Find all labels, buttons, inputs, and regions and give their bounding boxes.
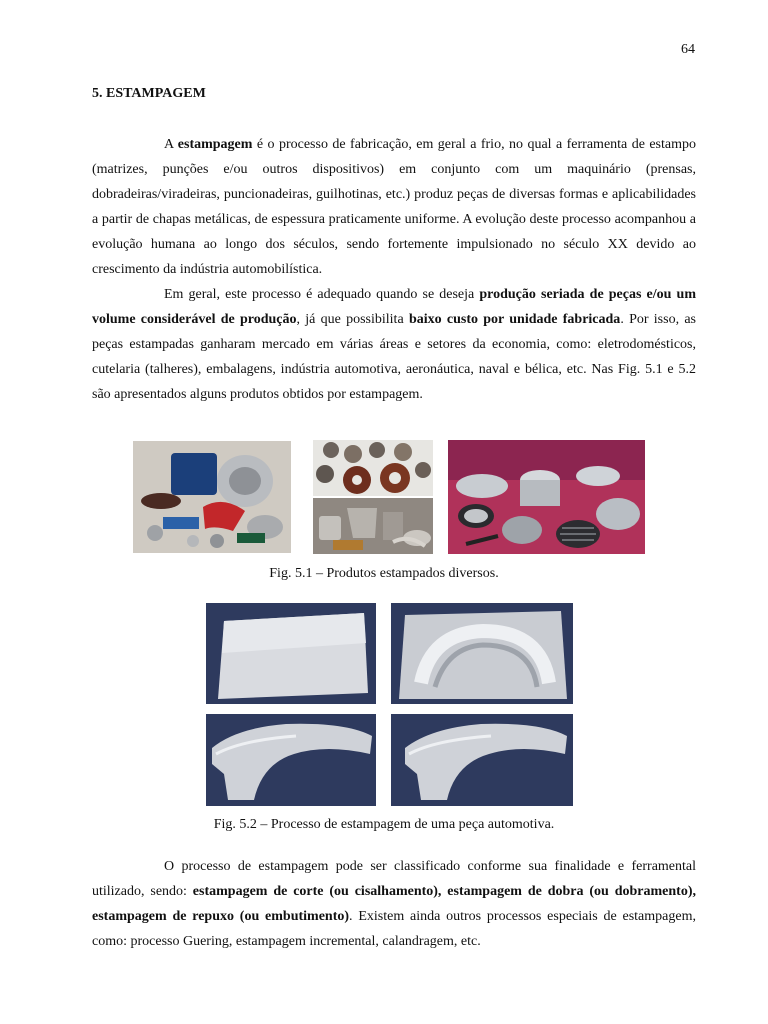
fender-2-image (391, 714, 573, 806)
p2-text-c: , já que possibilita (296, 312, 409, 327)
p1-text-c: é o processo de fabricação, em geral a frio, no qual a ferramenta de estampo (matrizes, punções e/ou outros dispositivos) em conjunto com um maquinário (prensas, dobradeiras/viradeiras, puncionadeiras, guilhotinas, etc.) produz peças de diversas formas e aplicabilidades a partir de chapas metálicas, de espessura praticamente uniforme. A evolução deste processo acompanhou a evolução humana ao longo dos séculos, sendo fortemente impulsionado no século XX devido ao crescimento da indústria automobilística. (92, 137, 697, 277)
cookware-image (448, 440, 645, 554)
fig51-photo-cookware (448, 440, 645, 554)
p3-text-a: O processo de estampagem pode ser classificado conforme sua finalidade e ferramental utilizado, sendo: (92, 859, 696, 899)
fig52-caption: Fig. 5.2 – Processo de estampagem de uma peça automotiva. (213, 817, 555, 832)
fig52-photo-drawn-blank (391, 603, 573, 704)
paragraph-2 (92, 282, 696, 407)
p2-bold-1: produção seriada de peças e/ou um volume considerável de produção (92, 287, 696, 327)
assorted-parts-image (133, 441, 291, 553)
closing-text (92, 854, 696, 954)
flat-sheet-image (206, 603, 376, 704)
fig51-photo-metal-shapes (313, 498, 433, 554)
fig52-photo-fender-1 (206, 714, 376, 806)
p2-text-e: . Por isso, as peças estampadas ganharam mercado em várias áreas e setores da economia, como: eletrodomésticos, cutelaria (talheres), embalagens, indústria automotiva, aeronáutica, naval e bélica, etc. Nas Fig. 5.1 e 5.2 são apresentados alguns produtos obtidos por estampagem. (92, 312, 696, 402)
p1-bold-term: estampagem (177, 137, 253, 152)
drawn-blank-image (391, 603, 573, 704)
metal-shapes-image (313, 498, 433, 554)
section-title: 5. ESTAMPAGEM (92, 86, 206, 101)
p3-bold-list: estampagem de corte (ou cisalhamento), estampagem de dobra (ou dobramento), estampagem de repuxo (ou embutimento) (92, 884, 696, 924)
p2-bold-2: baixo custo por unidade fabricada (408, 312, 621, 327)
fig51-photo-gears (313, 440, 433, 496)
fig52-photo-fender-2 (391, 714, 573, 806)
intro-text (92, 132, 696, 407)
fender-1-image (206, 714, 376, 806)
gears-image (313, 440, 433, 496)
fig52-photo-flat-sheet (206, 603, 376, 704)
paragraph-3 (92, 854, 696, 954)
p3-text-c: . Existem ainda outros processos especiais de estampagem, como: processo Guering, estampagem incremental, calandragem, etc. (92, 909, 696, 949)
page-number: 64 (681, 42, 695, 57)
fig51-caption: Fig. 5.1 – Produtos estampados diversos. (269, 566, 499, 581)
paragraph-1 (92, 132, 696, 282)
p1-text-a: A (164, 137, 178, 152)
fig51-photo-assorted-parts (133, 441, 291, 553)
p2-text-a: Em geral, este processo é adequado quando se deseja (164, 287, 480, 302)
